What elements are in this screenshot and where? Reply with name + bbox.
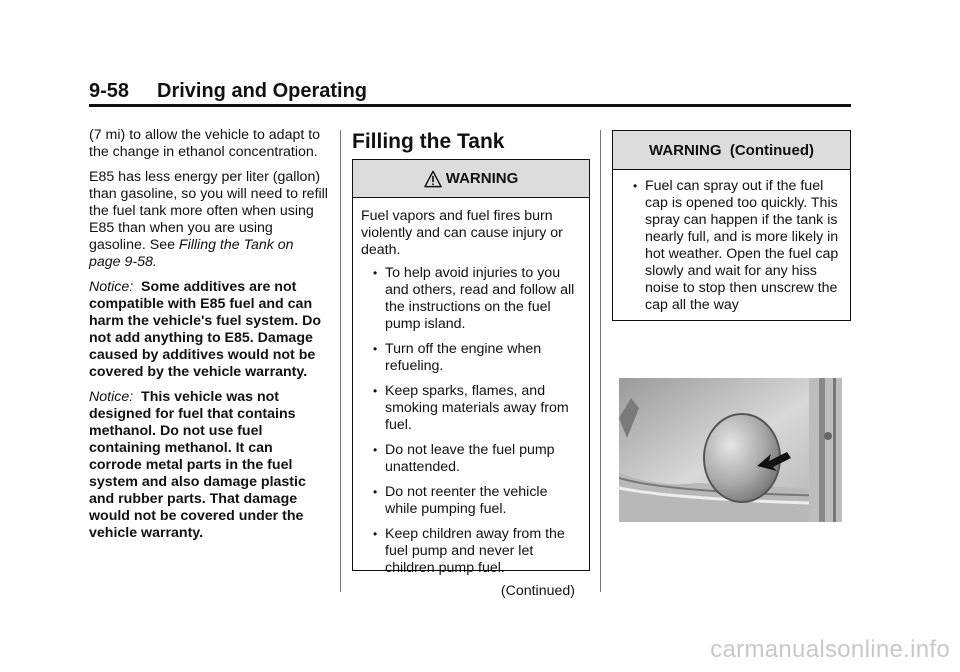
column-divider (340, 130, 341, 592)
warning-bullet: • Do not reenter the vehicle while pumping fuel. (361, 484, 581, 518)
warning-title: WARNING (Continued) (649, 141, 814, 159)
paragraph-continued: (7 mi) to allow the vehicle to adapt to the change in ethanol concentration. (89, 127, 321, 160)
paragraph-e85-energy: E85 has less energy per liter (gallon) than gasoline, so you will need to refill the fuel tank more often when using E85 than when you are using gasoline. See Filling the Tank on page 9-58. (89, 169, 328, 270)
page-number: 9-58 (89, 80, 130, 102)
warning-intro: Fuel vapors and fuel fires burn violently and can cause injury or death. (361, 208, 563, 258)
chapter-title: Driving and Operating (157, 80, 368, 102)
header-rule (89, 104, 851, 107)
warning-body (353, 198, 589, 600)
notice-methanol: Notice: This vehicle was not designed for fuel that contains methanol. Do not use fuel containing methanol. It can corrode metal parts in the fuel system and also damage plastic and rubber parts. That damage would not be covered under the vehicle warranty. (89, 389, 306, 541)
cross-reference-link[interactable]: Filling the Tank on page 9-58. (89, 237, 294, 270)
warning-bullet: • Fuel can spray out if the fuel cap is opened too quickly. This spray can happen if the tank is nearly full, and is more likely in hot weather. Open the fuel cap slowly and wait for any hiss noise to stop then unscrew the cap all the way (621, 178, 842, 314)
watermark-text: carmanualsonline.info (710, 636, 950, 663)
warning-title: WARNING (445, 170, 519, 187)
warning-body (613, 170, 850, 314)
section-title: Filling the Tank (352, 130, 505, 153)
warning-bullet: • Do not leave the fuel pump unattended. (361, 442, 581, 476)
warning-bullet: • Turn off the engine when refueling. (361, 341, 581, 375)
fuel-door-photo (619, 378, 842, 522)
page-header (89, 80, 851, 106)
column-divider (600, 130, 601, 592)
continued-label: (Continued) (500, 583, 575, 599)
warning-header (353, 160, 589, 198)
notice-additives: Notice: Some additives are not compatible with E85 fuel and can harm the vehicle's fuel system. Do not add anything to E85. Damage caused by additives would not be covered by the vehicle warranty. (89, 279, 322, 380)
notice-label: Notice: (89, 279, 134, 295)
warning-bullet: • To help avoid injuries to you and others, read and follow all the instructions on the fuel pump island. (361, 265, 581, 333)
column-1 (89, 127, 329, 550)
warning-triangle-icon (424, 170, 442, 188)
notice-label: Notice: (89, 389, 134, 405)
warning-bullet: • Keep children away from the fuel pump and never let children pump fuel. (361, 526, 581, 577)
warning-header (613, 131, 850, 170)
warning-box (352, 159, 590, 599)
warning-box-continued (612, 130, 851, 321)
warning-bullet: • Keep sparks, flames, and smoking materials away from fuel. (361, 383, 581, 434)
